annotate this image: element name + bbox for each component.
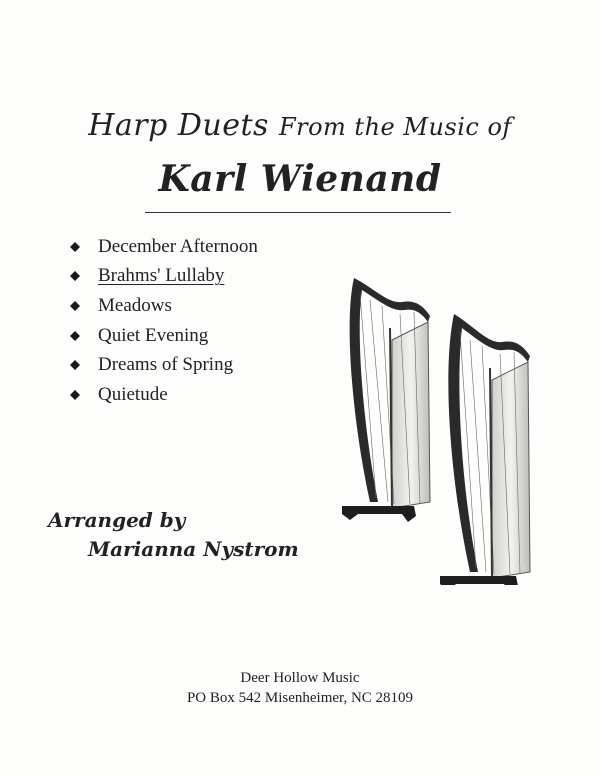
tune-list-item	[70, 380, 258, 410]
tune-list-item	[70, 350, 258, 380]
tune-title: Meadows	[98, 294, 172, 316]
tune-title: Dreams of Spring	[98, 354, 234, 376]
tune-list-item	[70, 291, 258, 321]
diamond-bullet-icon	[70, 390, 80, 400]
tune-list-item	[70, 321, 258, 351]
tune-list-item	[70, 262, 258, 292]
composer-name: Karl Wienand	[158, 158, 442, 200]
tune-title: Quietude	[98, 383, 168, 405]
diamond-bullet-icon	[70, 331, 80, 341]
harp-front	[440, 314, 530, 585]
title-harp-duets: Harp Duets	[88, 108, 269, 143]
tune-list	[70, 232, 258, 410]
title-from-the-music-of: From the Music of	[278, 113, 512, 141]
title-line-1	[0, 108, 600, 143]
tune-title: Brahms' Lullaby	[98, 265, 225, 287]
diamond-bullet-icon	[70, 301, 80, 311]
harp-pair-illustration	[330, 270, 560, 585]
tune-list-item	[70, 232, 258, 262]
diamond-bullet-icon	[70, 242, 80, 252]
title-divider	[145, 212, 451, 213]
arranger-name: Marianna Nystrom	[88, 537, 299, 561]
diamond-bullet-icon	[70, 360, 80, 370]
tune-title: December Afternoon	[98, 235, 258, 257]
harp-back	[342, 278, 430, 522]
publisher-address: PO Box 542 Misenheimer, NC 28109	[186, 690, 414, 706]
arranged-by-label: Arranged by	[48, 508, 186, 532]
tune-title: Quiet Evening	[98, 324, 209, 346]
diamond-bullet-icon	[70, 271, 80, 281]
publisher-name: Deer Hollow Music	[240, 670, 360, 686]
